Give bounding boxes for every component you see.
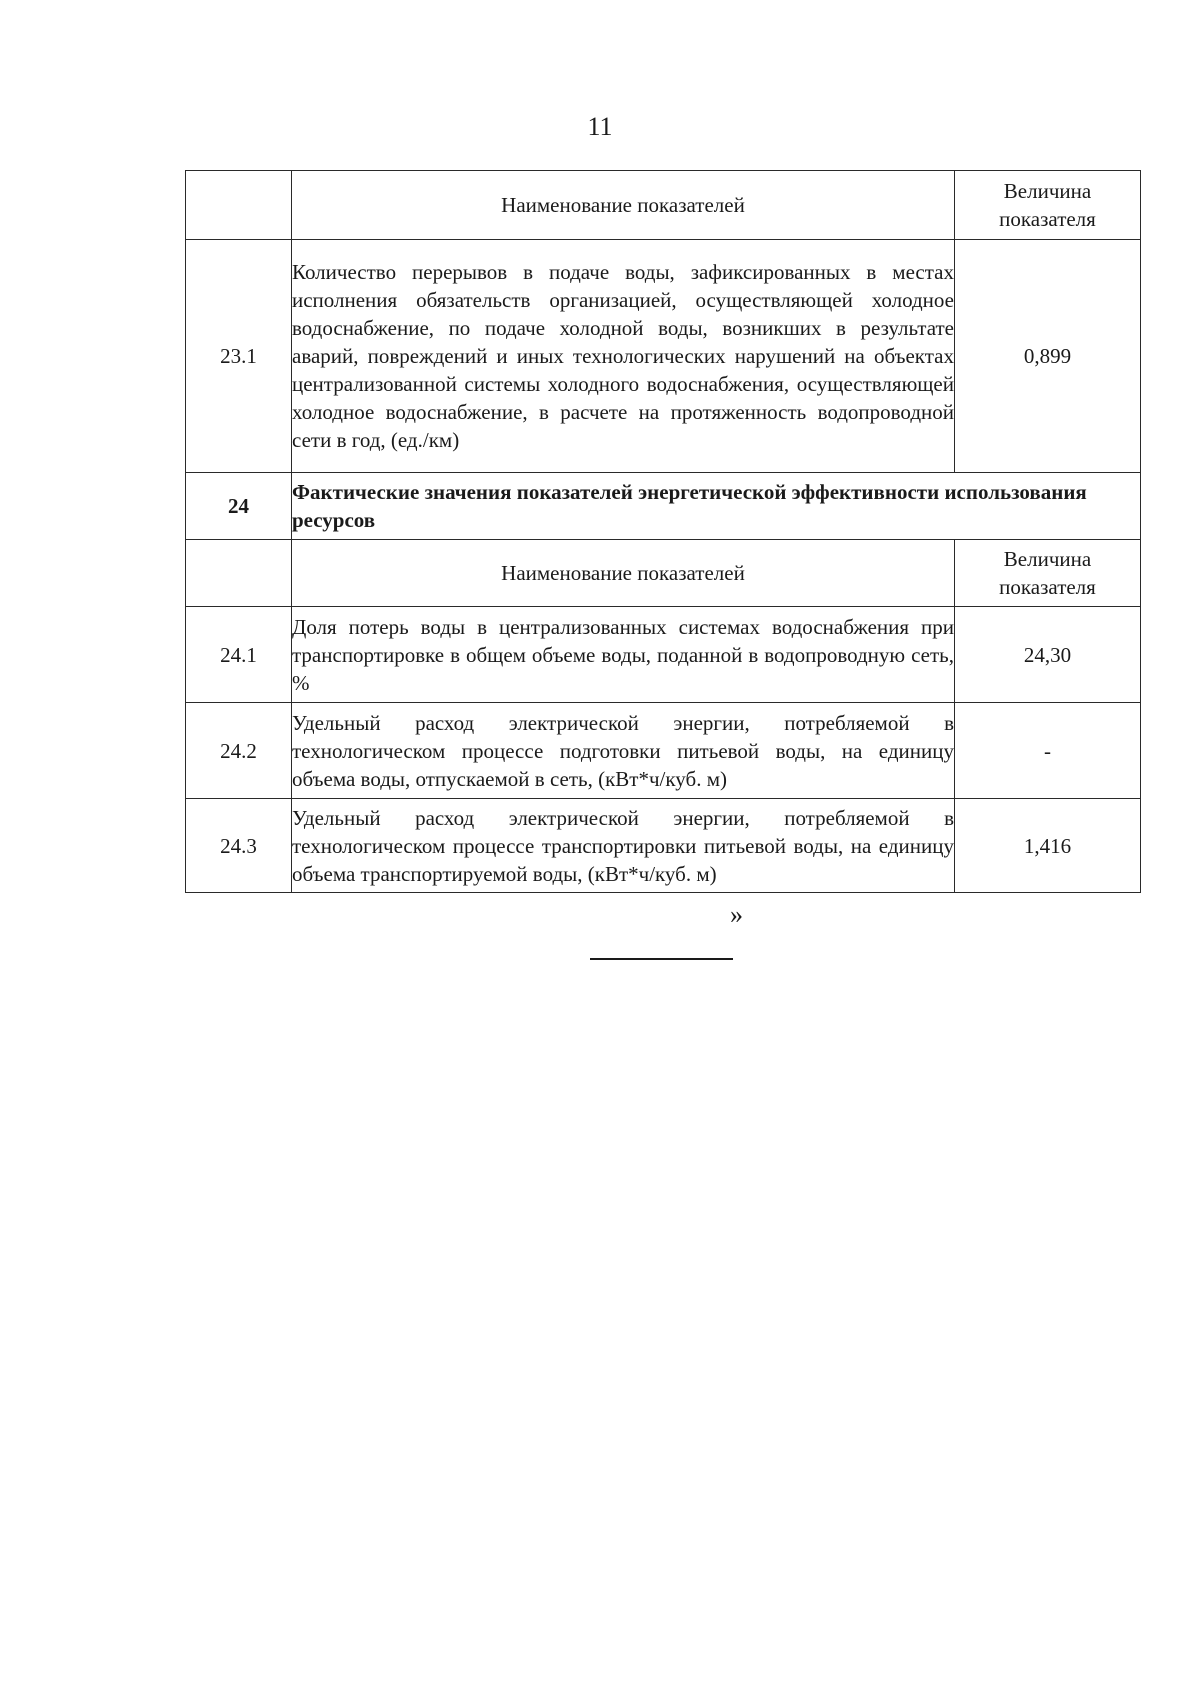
row-value: - [955, 703, 1141, 799]
row-value: 1,416 [955, 799, 1141, 893]
page-number: 11 [587, 112, 613, 141]
header-name-cell: Наименование показателей [292, 540, 955, 607]
row-description: Доля потерь воды в централизованных системах водоснабжения при транспортировке в общем объеме воды, поданной в водопроводную сеть, % [292, 607, 955, 703]
header-num-cell [186, 171, 292, 240]
row-description: Количество перерывов в подаче воды, зафиксированных в местах исполнения обязательств организацией, осуществляющей холодное водоснабжение, по подаче холодной воды, возникших в результате аварий, повреждений и иных технологических нарушений на объектах централизованной системы холодного водоснабжения, осуществляющей холодное водоснабжение, в расчете на протяженность водопроводной сети в год, (ед./км) [292, 240, 955, 473]
table-header-row [186, 171, 1141, 240]
row-value: 24,30 [955, 607, 1141, 703]
table-row [186, 240, 1141, 473]
header-value-cell: Величина показателя [955, 540, 1141, 607]
row-number: 23.1 [186, 240, 292, 473]
closing-quote: » [730, 900, 743, 929]
section-number: 24 [186, 473, 292, 540]
header-value-cell: Величина показателя [955, 171, 1141, 240]
row-description: Удельный расход электрической энергии, потребляемой в технологическом процессе подготовки питьевой воды, на единицу объема воды, отпускаемой в сеть, (кВт*ч/куб. м) [292, 703, 955, 799]
row-description: Удельный расход электрической энергии, потребляемой в технологическом процессе транспортировки питьевой воды, на единицу объема транспортируемой воды, (кВт*ч/куб. м) [292, 799, 955, 893]
section-title: Фактические значения показателей энергетической эффективности использования ресурсов [292, 473, 1141, 540]
table-row [186, 799, 1141, 893]
header-num-cell [186, 540, 292, 607]
indicators-table [185, 170, 1141, 893]
end-divider [590, 958, 733, 960]
table-row [186, 703, 1141, 799]
section-row [186, 473, 1141, 540]
row-value: 0,899 [955, 240, 1141, 473]
row-number: 24.1 [186, 607, 292, 703]
row-number: 24.3 [186, 799, 292, 893]
row-number: 24.2 [186, 703, 292, 799]
table-header-row [186, 540, 1141, 607]
table-row [186, 607, 1141, 703]
header-name-cell: Наименование показателей [292, 171, 955, 240]
